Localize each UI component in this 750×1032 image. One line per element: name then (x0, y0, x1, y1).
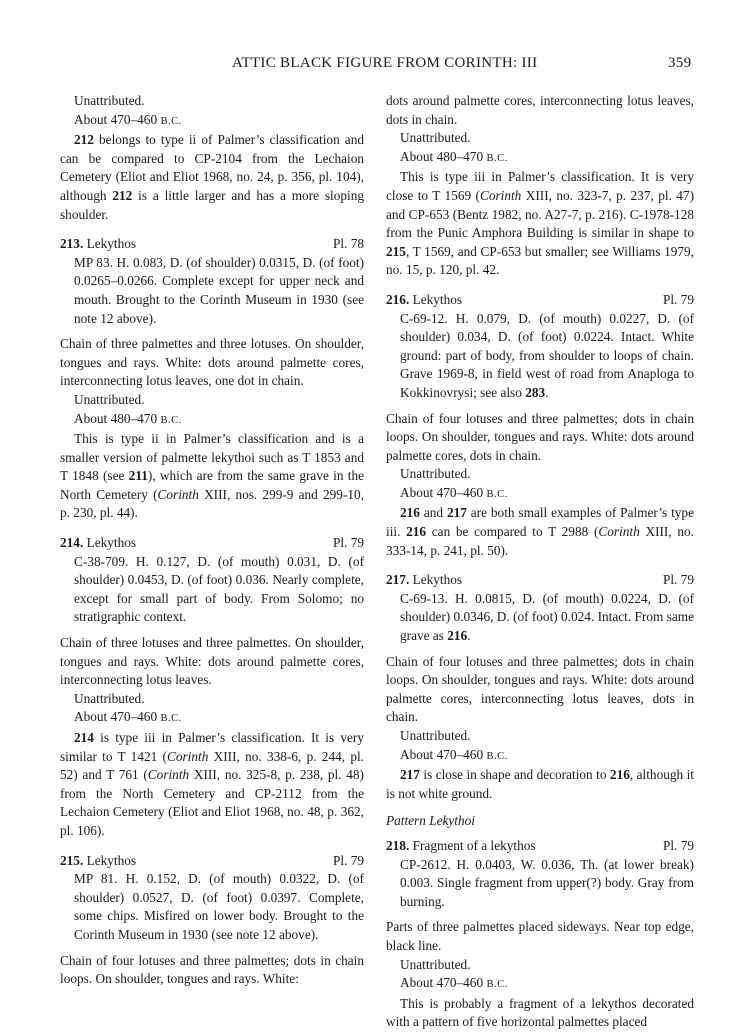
attribution: Unattributed. (400, 728, 471, 743)
comment-paragraph: This is probably a fragment of a lekythos decorated with a pattern of five horizontal palmettes placed (386, 995, 694, 1030)
decoration-paragraph: Chain of three lotuses and three palmettes. On shoulder, tongues and rays. White: dots around palmette cores, interconnecting lotus leaves. (60, 635, 364, 688)
entry-heading-213 (60, 235, 364, 254)
attribution: Unattributed. (400, 956, 471, 972)
comment-paragraph: This is type ii in Palmer’s classification and is a smaller version of palmette lekythoi such as T 1853 and T 1848 (see 211), which are from the same grave in the North Cemetery (Corinth XIII, nos. 299-9 and 299-10, p. 230, pl. 44). (60, 431, 364, 521)
attribution: Unattributed. (400, 466, 471, 482)
object-name: Lekythos (412, 291, 463, 307)
comment-paragraph: 214 is type iii in Palmer’s classification. It is very similar to T 1421 (Corinth XIII, no. 338-6, p. 244, pl. 52) and T 761 (Corinth XIII, no. 325-8, p. 238, pl. 48) from the North Cemetery and CP-2112 from the Lechaion Cemetery (Eliot and Eliot 1968, no. 48, p. 362, pl. 106). (60, 730, 364, 838)
section-heading: Pattern Lekythoi (386, 813, 475, 829)
plate-reference: Pl. 79 (662, 572, 694, 588)
entry-description: MP 81. H. 0.152, D. (of mouth) 0.0322, D. (of shoulder) 0.0527, D. (of foot) 0.0397. Complete, some chips. Misfired on lower body. Brought to the Corinth Museum in 1930 (see note 12 above). (74, 871, 364, 942)
plate-reference: Pl. 79 (662, 837, 694, 853)
catalogue-number: 214. (60, 535, 84, 551)
left-column (60, 92, 364, 989)
entry-heading-217 (386, 571, 694, 590)
running-header (0, 55, 750, 75)
date-line: About 470–460 B.C. (400, 975, 508, 991)
object-name: Lekythos (86, 535, 137, 551)
entry-description: C-38-709. H. 0.127, D. (of mouth) 0.031, D. (of shoulder) 0.0453, D. (of foot) 0.036. Nearly complete, except for small part of body. From Solomo; no stratigraphic context. (74, 553, 364, 625)
entry-heading-216 (386, 291, 694, 310)
entry-heading-218 (386, 837, 694, 856)
plate-reference: Pl. 79 (332, 535, 364, 551)
entry-description: C-69-13. H. 0.0815, D. (of mouth) 0.0224, D. (of shoulder) 0.0346, D. (of foot) 0.024. Intact. From same grave as 216. (400, 590, 694, 644)
comment-paragraph: 216 and 217 are both small examples of Palmer’s type iii. 216 can be compared to T 2988 (Corinth XIII, no. 333-14, p. 241, pl. 50). (386, 505, 695, 558)
attribution: Unattributed. (74, 93, 145, 108)
right-column (386, 92, 694, 1032)
date-line: About 470–460 B.C. (74, 709, 182, 725)
page-number: 359 (668, 55, 692, 71)
entry-description: C-69-12. H. 0.079, D. (of mouth) 0.0227, D. (of shoulder) 0.034, D. (of foot) 0.0224. Intact. White ground: part of body, from shoulder to loops of chain. Grave 1969-8, in field west of road from Anaploga to Kokkinovrysi; see also 283. (400, 310, 694, 400)
comment-paragraph: This is type iii in Palmer’s classification. It is very close to T 1569 (Corinth XIII, no. 323-7, p. 237, pl. 47) and CP-653 (Bentz 1982, no. A27-7, p. 216). C-1978-128 from the Punic Amphora Building is similar in shape to 215, T 1569, and CP-653 but smaller; see Williams 1979, no. 15, p. 120, pl. 42. (386, 169, 694, 278)
catalogue-number: 216. (386, 291, 410, 307)
decoration-paragraph: Parts of three palmettes placed sideways. Near top edge, black line. (386, 919, 694, 953)
object-name: Fragment of a lekythos (412, 837, 536, 853)
decoration-paragraph: Chain of four lotuses and three palmettes; dots in chain loops. On shoulder, tongues and rays. White: dots around palmette cores, interconnecting lotus leaves, dots in chain. (386, 653, 694, 725)
entry-heading-215 (60, 852, 364, 871)
decoration-paragraph: Chain of three palmettes and three lotuses. On shoulder, tongues and rays. White: dots around palmette cores, interconnecting lotus leaves, one dot in chain. (60, 336, 364, 389)
object-name: Lekythos (412, 572, 463, 588)
plate-reference: Pl. 79 (662, 291, 694, 307)
comment-paragraph: 212 belongs to type ii of Palmer’s classification and can be compared to CP-2104 from the Lechaion Cemetery (Eliot and Eliot 1968, no. 24, p. 356, pl. 104), although 212 is a little larger and has a more sloping shoulder. (60, 132, 364, 222)
decoration-paragraph: Chain of four lotuses and three palmettes; dots in chain loops. On shoulder, tongues and rays. White: dots around palmette cores, dots in chain. (386, 410, 694, 463)
entry-description: CP-2612. H. 0.0403, W. 0.036, Th. (at lower break) 0.003. Single fragment from upper(?) body. Gray from burning. (400, 856, 694, 909)
attribution: Unattributed. (74, 391, 145, 407)
catalogue-number: 215. (60, 852, 84, 868)
decoration-paragraph: Chain of four lotuses and three palmettes; dots in chain loops. On shoulder, tongues and rays. White: (60, 952, 364, 987)
date-line: About 470–460 B.C. (74, 111, 182, 127)
running-title: ATTIC BLACK FIGURE FROM CORINTH: III (232, 55, 538, 71)
entry-heading-214 (60, 534, 364, 553)
catalogue-number: 218. (386, 837, 410, 853)
date-line: About 480–470 B.C. (400, 148, 508, 164)
date-line: About 470–460 B.C. (400, 746, 508, 762)
catalogue-number: 217. (386, 572, 410, 588)
comment-paragraph: 217 is close in shape and decoration to 216, although it is not white ground. (386, 767, 694, 801)
object-name: Lekythos (86, 852, 137, 868)
attribution: Unattributed. (74, 690, 145, 706)
attribution: Unattributed. (400, 130, 471, 146)
plate-reference: Pl. 79 (332, 852, 364, 868)
decoration-paragraph-continued: dots around palmette cores, interconnecting lotus leaves, dots in chain. (386, 93, 694, 127)
object-name: Lekythos (86, 236, 137, 252)
date-line: About 480–470 B.C. (74, 410, 182, 426)
entry-description: MP 83. H. 0.083, D. (of shoulder) 0.0315, D. (of foot) 0.0265–0.0266. Complete except for upper neck and mouth. Brought to the Corinth Museum in 1930 (see note 12 above). (74, 254, 364, 326)
plate-reference: Pl. 78 (332, 236, 364, 252)
date-line: About 470–460 B.C. (400, 484, 508, 500)
catalogue-number: 213. (60, 236, 84, 252)
